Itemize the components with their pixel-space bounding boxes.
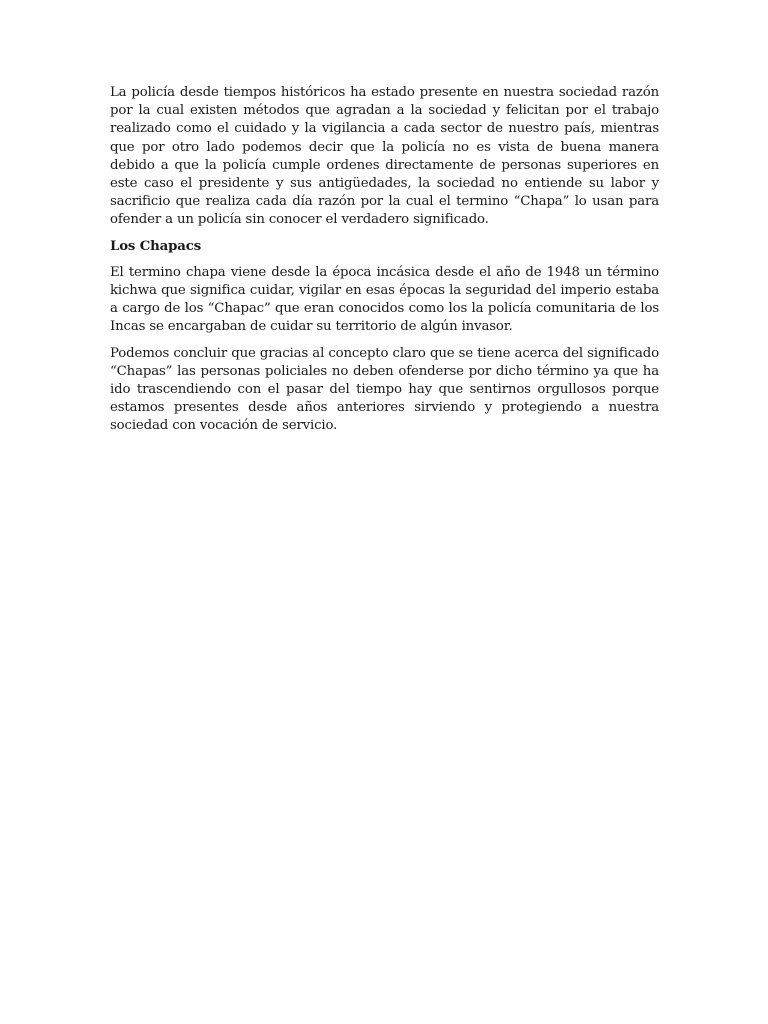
conclusion-paragraph: Podemos concluir que gracias al concepto claro que se tiene acerca del significado “Chapas” las personas policiales no deben ofenderse por dicho término ya que ha ido trascendiendo con el pasar del tiempo hay que sentirnos orgullosos porque estamos presentes desde años anteriores sirviendo y protegiendo a nuestra sociedad con vocación de servicio. bbox=[110, 345, 659, 434]
section-heading: Los Chapacs bbox=[110, 238, 202, 254]
intro-paragraph: La policía desde tiempos históricos ha estado presente en nuestra sociedad razón por la cual existen métodos que agradan a la sociedad y felicitan por el trabajo realizado como el cuidado y la vigilancia a cada sector de nuestro país, mientras que por otro lado podemos decir que la policía no es vista de buena manera debido a que la policía cumple ordenes directamente de personas superiores en este caso el presidente y sus antigüedades, la sociedad no entiende su labor y sacrificio que realiza cada día razón por la cual el termino “Chapa” lo usan para ofender a un policía sin conocer el verdadero significado. bbox=[110, 85, 659, 228]
chapacs-paragraph: El termino chapa viene desde la época incásica desde el año de 1948 un término kichwa que significa cuidar, vigilar en esas épocas la seguridad del imperio estaba a cargo de los “Chapac” que eran conocidos como los la policía comunitaria de los Incas se encargaban de cuidar su territorio de algún invasor. bbox=[110, 264, 659, 335]
